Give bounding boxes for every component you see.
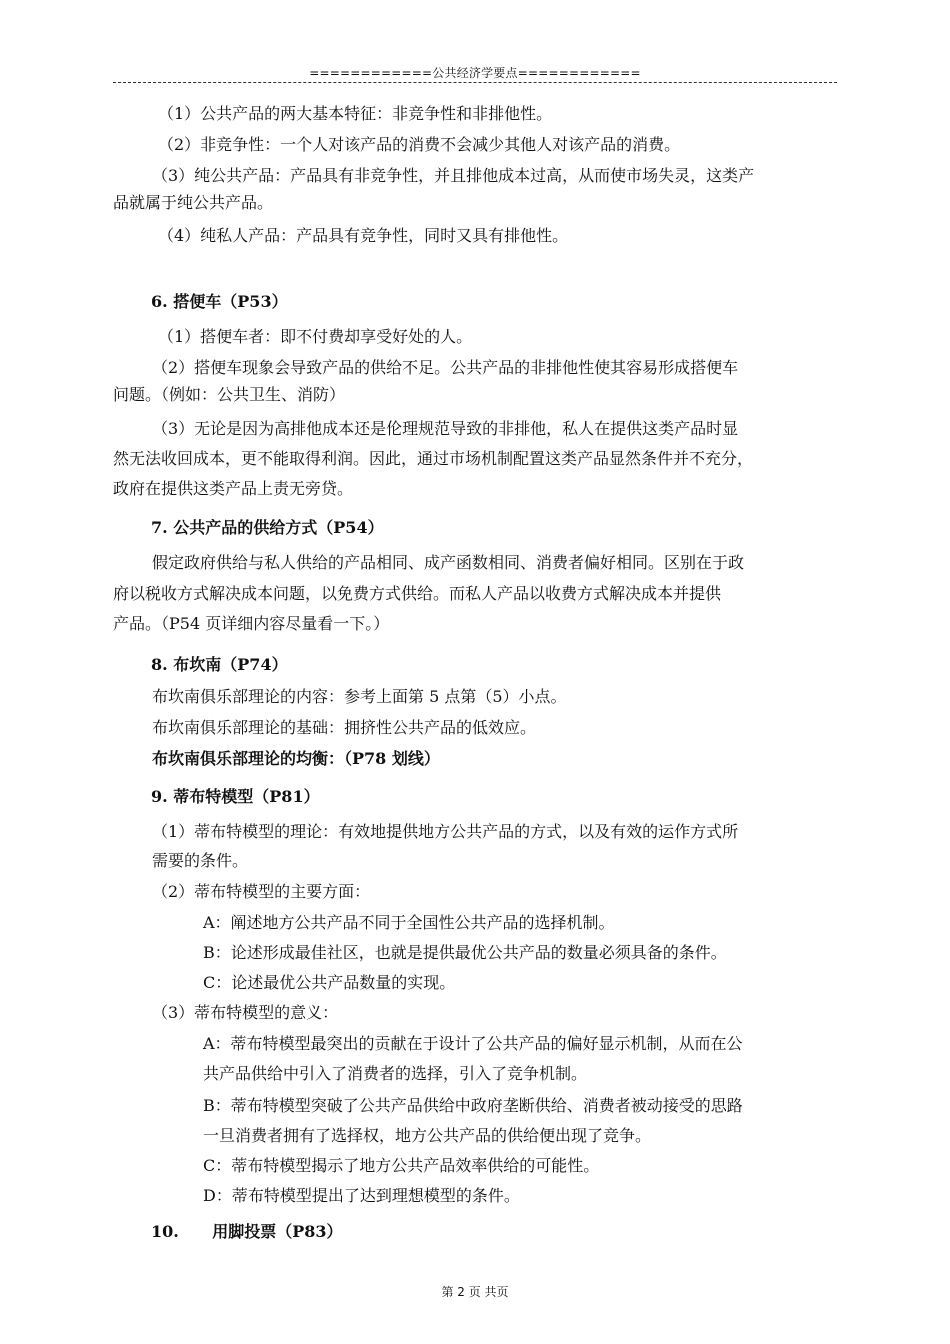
body-line: D：蒂布特模型提出了达到理想模型的条件。 bbox=[203, 1186, 520, 1205]
body-line: 府以税收方式解决成本问题，以免费方式供给。而私人产品以收费方式解决成本并提供 bbox=[113, 584, 722, 603]
body-line: 产品。（P54 页详细内容尽量看一下。） bbox=[113, 614, 390, 633]
body-line: 布坎南俱乐部理论的内容：参考上面第 5 点第（5）小点。 bbox=[152, 687, 567, 706]
body-line: 一旦消费者拥有了选择权，地方公共产品的供给便出现了竞争。 bbox=[203, 1126, 652, 1145]
body-line: （1）蒂布特模型的理论：有效地提供地方公共产品的方式，以及有效的运作方式所 bbox=[152, 822, 739, 841]
body-line: 问题。（例如：公共卫生、消防） bbox=[113, 385, 346, 404]
body-line: 品就属于纯公共产品。 bbox=[113, 193, 274, 212]
body-line: （1）公共产品的两大基本特征：非竞争性和非排他性。 bbox=[158, 104, 553, 123]
header-divider bbox=[113, 82, 837, 83]
body-line: 然无法收回成本，更不能取得利润。因此，通过市场机制配置这类产品显然条件并不充分， bbox=[113, 449, 754, 468]
section-heading: 6. 搭便车（P53） bbox=[151, 292, 288, 311]
body-line: A：阐述地方公共产品不同于全国性公共产品的选择机制。 bbox=[203, 913, 615, 932]
body-line: C：论述最优公共产品数量的实现。 bbox=[203, 973, 456, 992]
body-line: 假定政府供给与私人供给的产品相同、成产函数相同、消费者偏好相同。区别在于政 bbox=[152, 553, 745, 572]
body-line: （3）纯公共产品：产品具有非竞争性，并且排他成本过高，从而使市场失灵，这类产 bbox=[152, 166, 755, 185]
body-line: （1）搭便车者：即不付费却享受好处的人。 bbox=[158, 327, 473, 346]
body-line: （4）纯私人产品：产品具有竞争性，同时又具有排他性。 bbox=[158, 226, 569, 245]
body-line: （2）非竞争性：一个人对该产品的消费不会减少其他人对该产品的消费。 bbox=[158, 135, 681, 154]
body-line: （2）蒂布特模型的主要方面： bbox=[152, 882, 371, 901]
section-heading: 10. 用脚投票（P83） bbox=[151, 1222, 343, 1241]
body-line: （2）搭便车现象会导致产品的供给不足。公共产品的非排他性使其容易形成搭便车 bbox=[152, 358, 739, 377]
section-heading: 9. 蒂布特模型（P81） bbox=[151, 787, 320, 806]
page-footer: 第 2 页 共页 bbox=[441, 1285, 509, 1299]
body-line: 共产品供给中引入了消费者的选择，引入了竞争机制。 bbox=[203, 1064, 588, 1083]
body-line: 布坎南俱乐部理论的基础：拥挤性公共产品的低效应。 bbox=[152, 718, 537, 737]
body-line: C：蒂布特模型揭示了地方公共产品效率供给的可能性。 bbox=[203, 1156, 600, 1175]
body-line: B：论述形成最佳社区，也就是提供最优公共产品的数量必须具备的条件。 bbox=[203, 943, 727, 962]
section-heading: 7. 公共产品的供给方式（P54） bbox=[151, 518, 384, 537]
body-line: （3）无论是因为高排他成本还是伦理规范导致的非排他，私人在提供这类产品时显 bbox=[152, 419, 739, 438]
body-line: （3）蒂布特模型的意义： bbox=[152, 1003, 339, 1022]
page-header: ============公共经济学要点============ bbox=[309, 66, 641, 80]
body-line: 政府在提供这类产品上责无旁贷。 bbox=[113, 479, 354, 498]
section-heading: 8. 布坎南（P74） bbox=[151, 655, 288, 674]
body-line: A：蒂布特模型最突出的贡献在于设计了公共产品的偏好显示机制，从而在公 bbox=[203, 1034, 743, 1053]
body-line: 需要的条件。 bbox=[152, 851, 249, 870]
bold-line: 布坎南俱乐部理论的均衡：（P78 划线） bbox=[152, 749, 440, 768]
body-line: B：蒂布特模型突破了公共产品供给中政府垄断供给、消费者被动接受的思路 bbox=[203, 1096, 743, 1115]
